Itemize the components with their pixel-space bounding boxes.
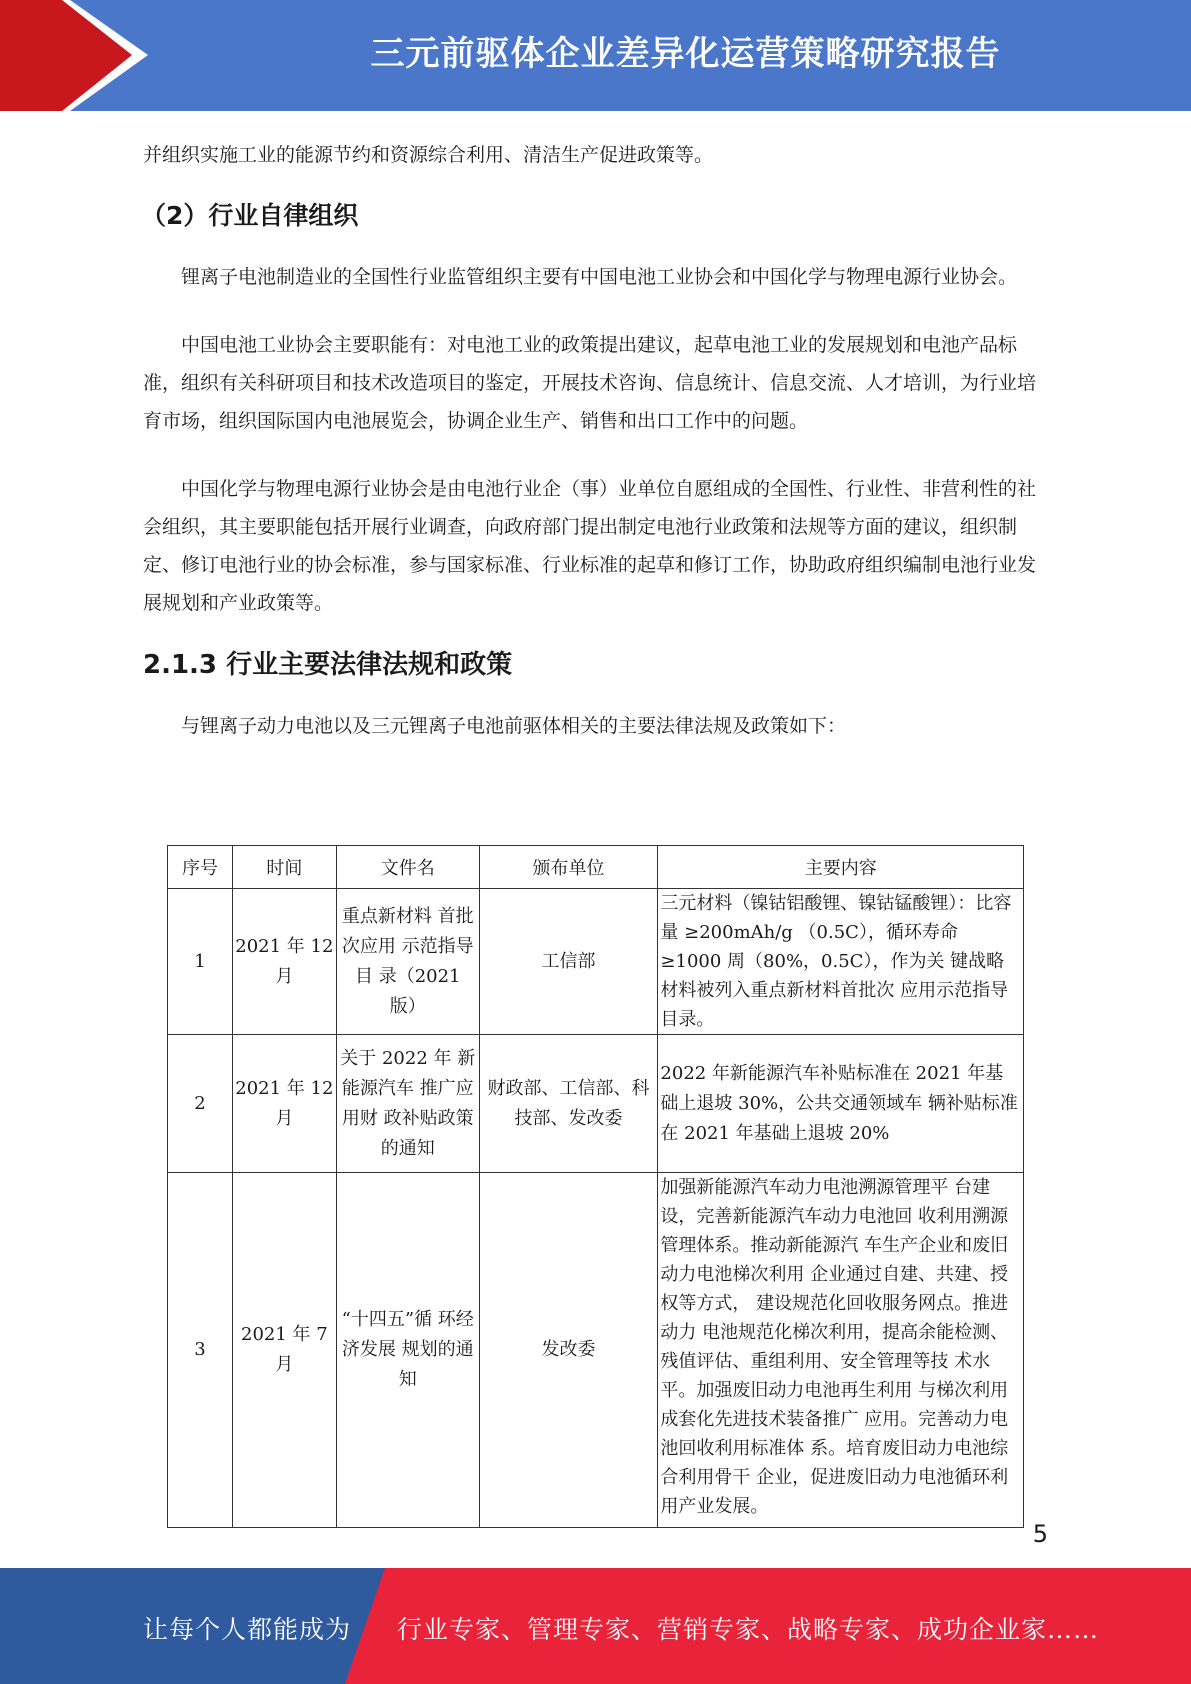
table-row	[168, 1035, 1024, 1173]
row-time: 2021 年 12 月	[232, 1035, 336, 1173]
table-header-row	[168, 846, 1024, 889]
row-no: 3	[168, 1173, 233, 1528]
footer-slogan-right: 行业专家、管理专家、营销专家、战略专家、成功企业家……	[397, 1615, 1100, 1644]
row-content: 加强新能源汽车动力电池溯源管理平 台建设，完善新能源汽车动力电池回 收利用溯源管理体系。推动新能源汽 车生产企业和废旧动力电池梯次利用 企业通过自建、共建、授权等方式， 建设规范化回收服务网点。推进动力 电池规范化梯次利用，提高余能检测、 残值评估、重组利用、安全管理等技 术水平。加强废旧动力电池再生利用 与梯次利用成套化先进技术装备推广 应用。完善动力电池回收利用标准体 系。培育废旧动力电池综合利用骨干 企业，促进废旧动力电池循环利用产业发展。	[658, 1173, 1024, 1528]
continued-paragraph: 并组织实施工业的能源节约和资源综合利用、清洁生产促进政策等。	[143, 144, 714, 166]
table-row	[168, 889, 1024, 1035]
main-content	[143, 136, 1048, 745]
table-row	[168, 1173, 1024, 1528]
header-no: 序号	[168, 846, 233, 889]
row-doc: 重点新材料 首批次应用 示范指导目 录（2021 版）	[336, 889, 479, 1035]
row-time: 2021 年 12 月	[232, 889, 336, 1035]
heading-2-1-3: 2.1.3 行业主要法律法规和政策	[143, 650, 513, 680]
page-header	[0, 0, 1191, 111]
page-footer	[0, 1568, 1191, 1684]
row-issuer: 发改委	[479, 1173, 658, 1528]
paragraph-3: 中国化学与物理电源行业协会是由电池行业企（事）业单位自愿组成的全国性、行业性、非营利性的社会组织，其主要职能包括开展行业调查，向政府部门提出制定电池行业政策和法规等方面的建议，组织制定、修订电池行业的协会标准，参与国家标准、行业标准的起草和修订工作，协助政府组织编制电池行业发展规划和产业政策等。	[143, 478, 1037, 614]
header-content: 主要内容	[658, 846, 1024, 889]
row-issuer: 财政部、工信部、科技部、发改委	[479, 1035, 658, 1173]
footer-slogan-left: 让每个人都能成为	[143, 1615, 352, 1644]
paragraph-2: 中国电池工业协会主要职能有：对电池工业的政策提出建议，起草电池工业的发展规划和电池产品标准，组织有关科研项目和技术改造项目的鉴定，开展技术咨询、信息统计、信息交流、人才培训，为行业培育市场，组织国际国内电池展览会，协调企业生产、销售和出口工作中的问题。	[143, 334, 1037, 432]
header-issuer: 颁布单位	[479, 846, 658, 889]
row-time: 2021 年 7 月	[232, 1173, 336, 1528]
report-title: 三元前驱体企业差异化运营策略研究报告	[370, 34, 1001, 74]
row-no: 2	[168, 1035, 233, 1173]
header-doc: 文件名	[336, 846, 479, 889]
laws-table	[167, 845, 1024, 1528]
row-issuer: 工信部	[479, 889, 658, 1035]
section-title: （2）行业自律组织	[141, 201, 359, 230]
paragraph-1: 锂离子电池制造业的全国性行业监管组织主要有中国电池工业协会和中国化学与物理电源行业协会。	[181, 266, 1018, 288]
row-content: 2022 年新能源汽车补贴标准在 2021 年基础上退坡 30%，公共交通领域车 辆补贴标准在 2021 年基础上退坡 20%	[658, 1035, 1024, 1173]
arrow-decoration-icon	[0, 0, 200, 111]
page-number: 5	[1032, 1520, 1048, 1548]
header-time: 时间	[232, 846, 336, 889]
row-doc: “十四五”循 环经济发展 规划的通知	[336, 1173, 479, 1528]
paragraph-4: 与锂离子动力电池以及三元锂离子电池前驱体相关的主要法律法规及政策如下：	[181, 715, 847, 737]
row-doc: 关于 2022 年 新能源汽车 推广应用财 政补贴政策 的通知	[336, 1035, 479, 1173]
row-content: 三元材料（镍钴铝酸锂、镍钴锰酸锂）：比容量 ≥200mAh/g （0.5C），循环寿命 ≥1000 周（80%，0.5C），作为关 键战略材料被列入重点新材料首批次 应用示范指导目录。	[658, 889, 1024, 1035]
row-no: 1	[168, 889, 233, 1035]
